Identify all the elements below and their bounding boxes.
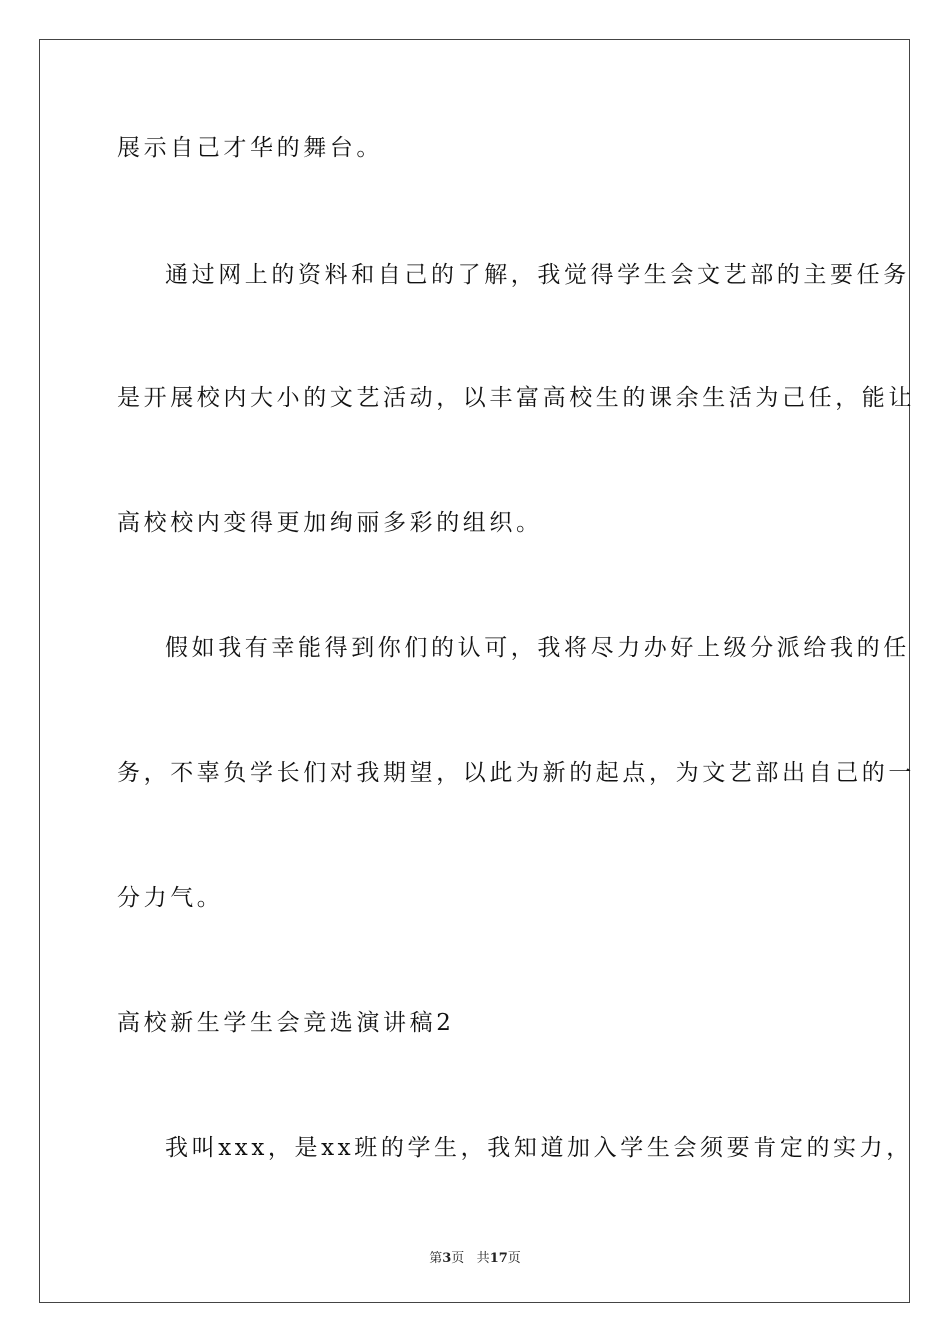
footer-total-pages: 17 [489,1251,508,1266]
footer-page-suffix: 页 [451,1251,465,1266]
section-heading: 高校新生学生会竞选演讲稿2 [117,1010,455,1036]
paragraph-line-7: 分力气。 [117,885,224,911]
paragraph-line-1: 展示自己才华的舞台。 [117,135,383,161]
page-footer [0,1247,950,1266]
paragraph-line-4: 高校校内变得更加绚丽多彩的组织。 [117,510,543,536]
paragraph-line-5: 假如我有幸能得到你们的认可，我将尽力办好上级分派给我的任 [165,635,910,661]
footer-total-suffix: 页 [507,1251,521,1266]
paragraph-line-6: 务，不辜负学长们对我期望，以此为新的起点，为文艺部出自己的一 [117,760,915,786]
footer-page-number: 3 [442,1251,452,1266]
paragraph-line-3: 是开展校内大小的文艺活动，以丰富高校生的课余生活为己任，能让 [117,385,915,411]
paragraph-line-9: 我叫xxx，是xx班的学生，我知道加入学生会须要肯定的实力， [165,1135,913,1161]
paragraph-line-2: 通过网上的资料和自己的了解，我觉得学生会文艺部的主要任务 [165,262,910,288]
page-border [39,39,910,1303]
footer-page-prefix: 第 [429,1251,443,1266]
footer-total-prefix: 共 [476,1251,490,1266]
